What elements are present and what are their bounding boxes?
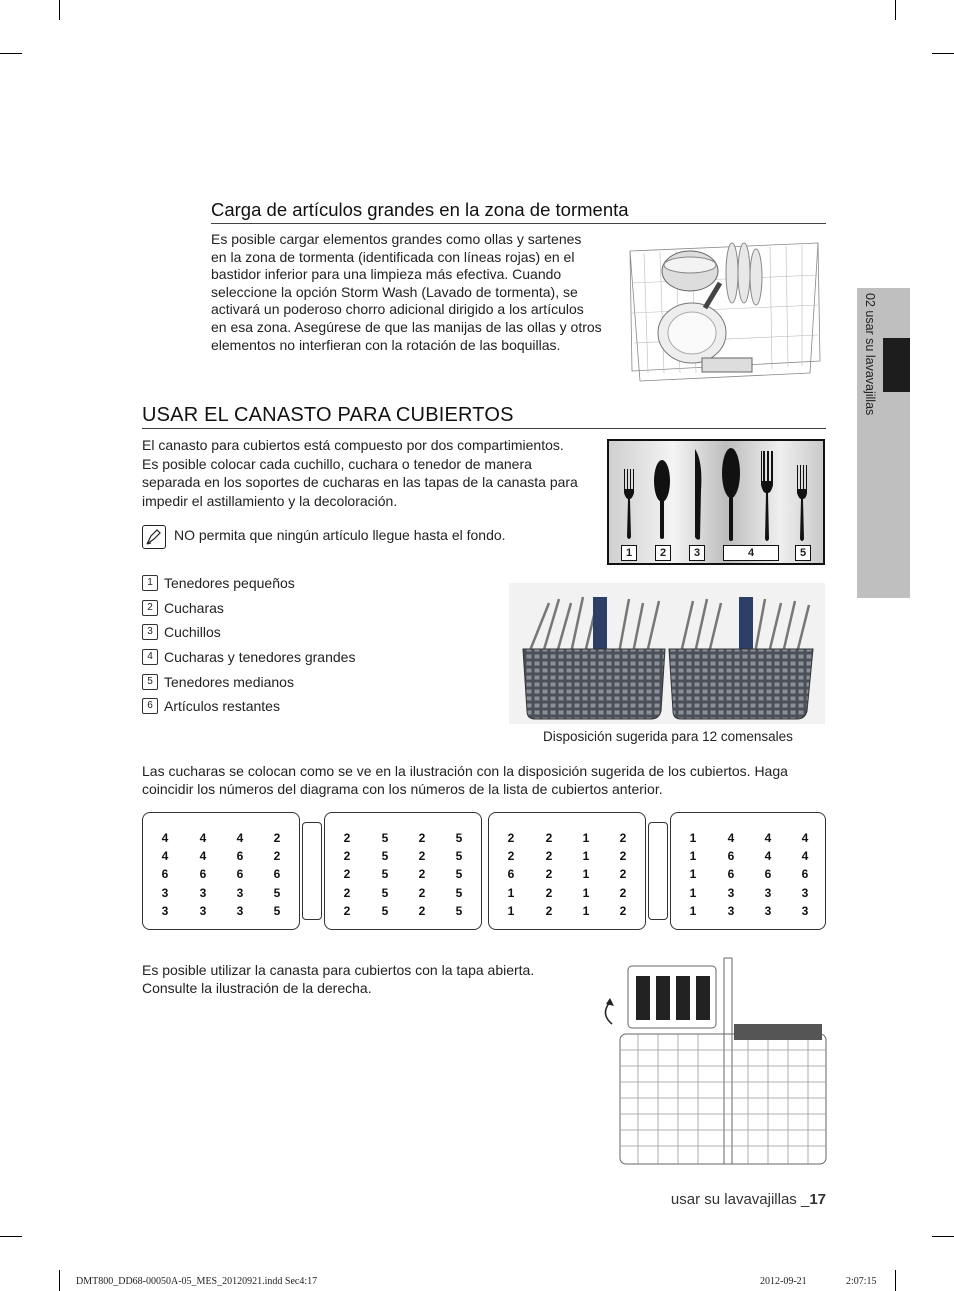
footer-text: usar su lavavajillas _	[670, 1191, 810, 1208]
number-badge: 6	[142, 698, 158, 714]
text-line: en la zona de tormenta (identificada con líneas rojas) en el	[211, 248, 575, 265]
basket-column: 2 2 2 2 2	[343, 831, 351, 918]
basket-section	[324, 812, 482, 930]
list-item-label: Tenedores pequeños	[164, 575, 295, 592]
text-line: El canasto para cubiertos está compuesto por dos compartimientos.	[142, 437, 564, 453]
number-badge: 4	[142, 649, 158, 665]
text-line: Es posible utilizar la canasta para cubiertos con la tapa abierta.	[142, 962, 535, 978]
page-number: 17	[809, 1191, 826, 1208]
basket-column: 4 6 6 3 3	[236, 831, 244, 918]
crop-mark	[0, 1236, 22, 1237]
basket-column: 5 5 5 5 5	[381, 831, 389, 918]
utensil-number: 5	[795, 545, 811, 561]
text-line: impedir el astillamiento y la decoloración.	[142, 492, 398, 509]
text-line: en esa zona. Asegúrese de que las manijas de las ollas y otros	[211, 318, 602, 335]
basket-column: 2 2 6 5 5	[273, 831, 281, 918]
utensil-number: 4	[723, 545, 779, 561]
basket-handle	[648, 822, 668, 920]
list-item	[142, 669, 355, 694]
section-paragraph	[211, 231, 611, 354]
basket-section	[142, 812, 300, 930]
text-line: bastidor inferior para una limpieza más efectiva. Cuando	[211, 266, 562, 283]
basket-column: 2 2 2 2 2	[418, 831, 426, 918]
crop-mark	[0, 53, 22, 54]
list-item-label: Cucharas y tenedores grandes	[164, 649, 356, 666]
utensil-silhouettes	[609, 441, 823, 545]
section-title: Carga de artículos grandes en la zona de tormenta	[211, 199, 826, 224]
utensil-types-figure	[607, 439, 825, 565]
crop-mark	[59, 1270, 60, 1291]
crop-mark	[932, 53, 954, 54]
cutlery-basket-photo	[509, 583, 825, 724]
basket-section	[670, 812, 826, 930]
basket-column: 1 1 1 1 1	[582, 831, 590, 918]
open-lid-basket-illustration	[598, 954, 828, 1168]
basket-column: 1 1 1 1 1	[689, 831, 697, 918]
basket-column: 4 4 6 3 3	[764, 831, 772, 918]
text-line: Consulte la ilustración de la derecha.	[142, 979, 372, 996]
text-line: Es posible colocar cada cuchillo, cuchara o tenedor de manera	[142, 455, 532, 472]
crop-mark	[59, 0, 60, 20]
crop-mark	[895, 1270, 896, 1291]
list-item-label: Cucharas	[164, 599, 224, 616]
basket-handle	[302, 822, 322, 920]
number-badge: 1	[142, 575, 158, 591]
crop-mark	[932, 1236, 954, 1237]
dishwasher-rack-illustration	[620, 233, 828, 393]
chapter-tab-label: 02 usar su lavavajillas	[863, 293, 877, 416]
note-text: NO permita que ningún artículo llegue hasta el fondo.	[174, 527, 506, 543]
text-line: coincidir los números del diagrama con los números de la lista de cubiertos anterior.	[142, 780, 663, 797]
list-item	[142, 596, 355, 621]
number-badge: 5	[142, 674, 158, 690]
cutlery-arrangement-diagram	[142, 812, 826, 936]
text-line: elementos no interfieran con la rotación de las boquillas.	[211, 336, 561, 353]
cutlery-list	[142, 571, 355, 719]
page-footer	[671, 1191, 826, 1208]
basket-column: 2 2 2 2 2	[619, 831, 627, 918]
basket-column: 4 4 6 3 3	[199, 831, 207, 918]
basket-column: 2 2 2 2 2	[545, 831, 553, 918]
slug-date: 2012-09-21	[760, 1276, 807, 1287]
text-line: Las cucharas se colocan como se ve en la ilustración con la disposición sugerida de los cubiertos. Haga	[142, 763, 788, 779]
crop-mark	[895, 0, 896, 20]
list-item-label: Artículos restantes	[164, 698, 280, 715]
list-item	[142, 645, 355, 670]
utensil-number: 3	[689, 545, 705, 561]
page-title: USAR EL CANASTO PARA CUBIERTOS	[142, 404, 826, 429]
basket-column: 4 4 6 3 3	[801, 831, 809, 918]
note-pencil-icon	[142, 525, 166, 549]
list-item	[142, 571, 355, 596]
basket-column: 4 4 6 3 3	[161, 831, 169, 918]
text-line: Es posible cargar elementos grandes como ollas y sartenes	[211, 231, 582, 247]
arrangement-paragraph	[142, 763, 832, 798]
chapter-tab-marker	[883, 338, 910, 392]
basket-section	[488, 812, 646, 930]
slug-file: DMT800_DD68-00050A-05_MES_20120921.indd Sec4:17	[76, 1276, 318, 1287]
number-badge: 2	[142, 600, 158, 616]
basket-column: 4 6 6 3 3	[727, 831, 735, 918]
intro-paragraph	[142, 436, 602, 510]
number-badge: 3	[142, 624, 158, 640]
utensil-number: 1	[621, 545, 637, 561]
slug-time: 2:07:15	[846, 1276, 877, 1287]
text-line: separada en los soportes de cucharas en las tapas de la canasta para	[142, 474, 578, 490]
lid-paragraph	[142, 962, 582, 997]
list-item-label: Tenedores medianos	[164, 673, 294, 690]
text-line: seleccione la opción Storm Wash (Lavado de tormenta), se	[211, 283, 578, 300]
basket-column: 5 5 5 5 5	[455, 831, 463, 918]
text-line: activará un poderoso chorro adicional dirigido a los artículos	[211, 301, 584, 318]
basket-column: 2 2 6 1 1	[507, 831, 515, 918]
utensil-number: 2	[655, 545, 671, 561]
figure-caption: Disposición sugerida para 12 comensales	[543, 729, 793, 744]
list-item	[142, 694, 355, 719]
list-item	[142, 620, 355, 645]
list-item-label: Cuchillos	[164, 624, 221, 641]
